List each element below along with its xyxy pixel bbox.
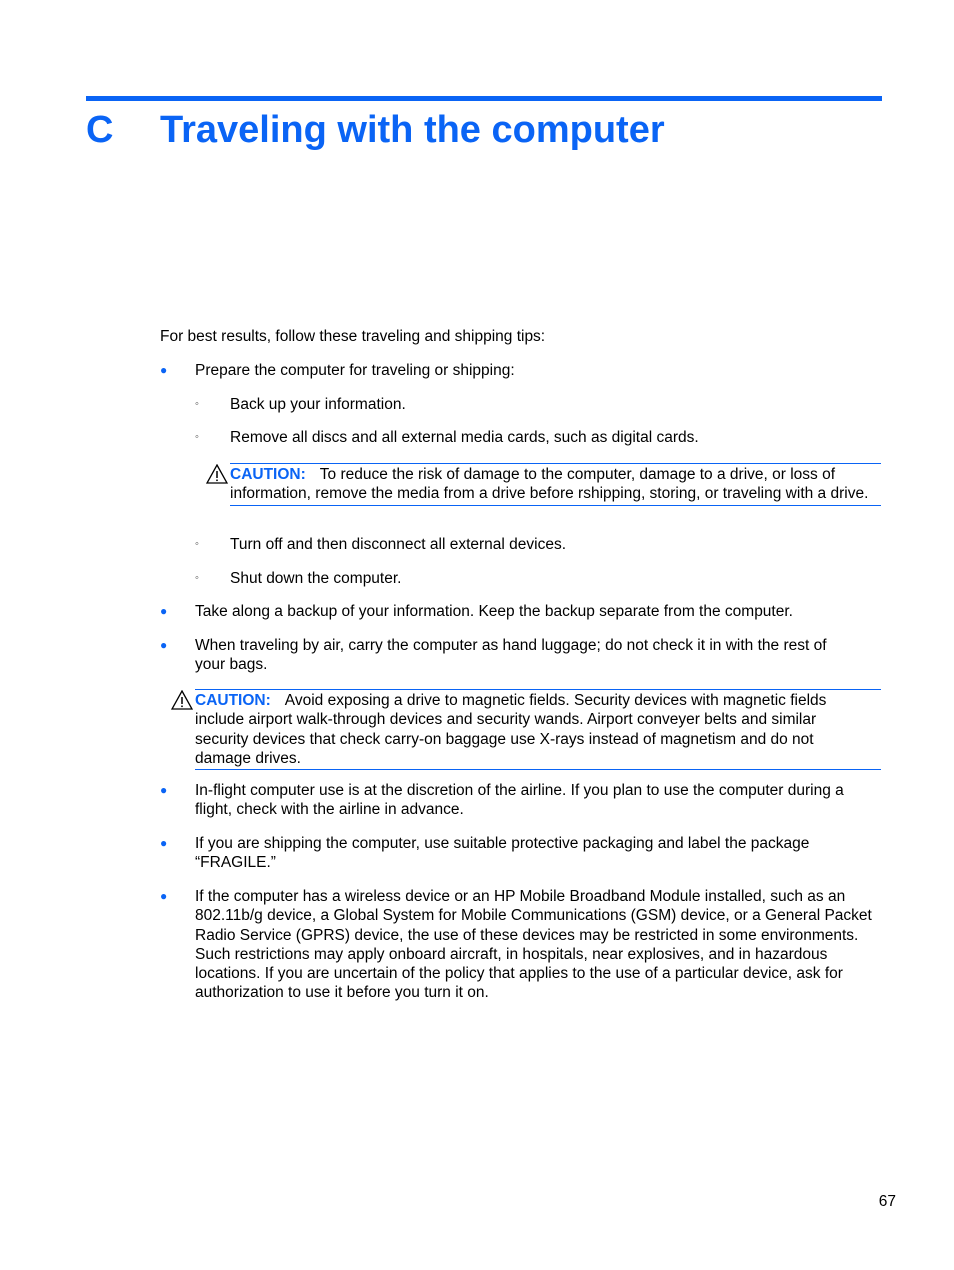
sub-item-shutdown: Shut down the computer.: [230, 570, 402, 587]
hollow-circle-icon: ◦: [195, 431, 199, 443]
list-item-inflight: In-flight computer use is at the discretion of the airline. If you plan to use the computer during a flight, check with the airline in advance.: [195, 782, 844, 819]
hollow-circle-icon: ◦: [195, 398, 199, 410]
caution-label: CAUTION:: [230, 466, 306, 483]
hollow-circle-icon: ◦: [195, 572, 199, 584]
intro-paragraph: For best results, follow these traveling and shipping tips:: [160, 328, 546, 345]
warning-triangle-icon: [171, 690, 193, 710]
bullet-dot-icon: ●: [160, 604, 168, 618]
chapter-title: Traveling with the computer: [160, 109, 665, 151]
bullet-dot-icon: ●: [160, 363, 168, 377]
caution-box: [195, 689, 881, 770]
sub-item-backup: Back up your information.: [230, 396, 406, 413]
list-item-wireless: If the computer has a wireless device or an HP Mobile Broadband Module installed, such as an 802.11b/g device, a Global System for Mobile Communications (GSM) device, or a General Packet Radio Service (GPRS) device, the use of these devices may be restricted in some environments. Such restrictions may apply onboard aircraft, in hospitals, near explosives, and in hazardous locations. If you are uncertain of the policy that applies to the use of a particular device, ask for authorization to use it before you turn it on.: [195, 888, 872, 1002]
caution-paragraph: [230, 465, 881, 504]
warning-triangle-icon: [206, 464, 228, 484]
caution-paragraph: [195, 691, 855, 768]
list-item-shipping: If you are shipping the computer, use suitable protective packaging and label the package “FRAGILE.”: [195, 835, 810, 872]
page-number: 67: [878, 1193, 896, 1210]
sub-item-remove-media: Remove all discs and all external media cards, such as digital cards.: [230, 429, 699, 446]
list-item-air-travel: When traveling by air, carry the computer as hand luggage; do not check it in with the rest of your bags.: [195, 637, 827, 674]
caution-text: To reduce the risk of damage to the computer, damage to a drive, or loss of information, remove the media from a drive before rshipping, storing, or traveling with a drive.: [230, 466, 869, 503]
list-item-prepare: Prepare the computer for traveling or shipping:: [195, 362, 515, 379]
list-item-backup: Take along a backup of your information. Keep the backup separate from the computer.: [195, 603, 793, 620]
chapter-letter: C: [86, 109, 114, 151]
bullet-dot-icon: ●: [160, 836, 168, 850]
caution-label: CAUTION:: [195, 692, 271, 709]
bullet-dot-icon: ●: [160, 889, 168, 903]
chapter-top-rule: [86, 96, 882, 101]
caution-text: Avoid exposing a drive to magnetic fields. Security devices with magnetic fields include airport walk-through devices and security wands. Airport conveyer belts and similar security devices that check carry-on baggage use X-rays instead of magnetism and do not damage drives.: [195, 692, 827, 767]
caution-box: [230, 463, 881, 506]
sub-item-turn-off: Turn off and then disconnect all external devices.: [230, 536, 567, 553]
hollow-circle-icon: ◦: [195, 538, 199, 550]
bullet-dot-icon: ●: [160, 638, 168, 652]
bullet-dot-icon: ●: [160, 783, 168, 797]
